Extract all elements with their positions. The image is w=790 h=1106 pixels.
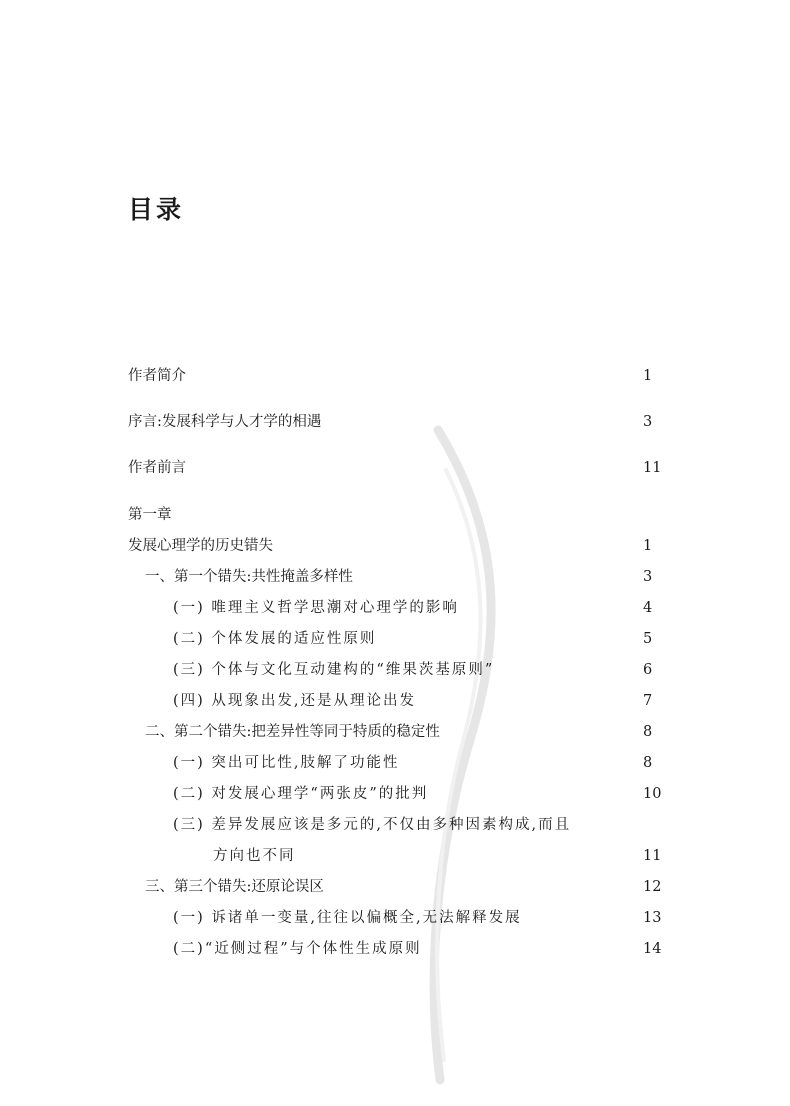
toc-entry[interactable] bbox=[128, 457, 660, 479]
toc-entry-label: 发展心理学的历史错失 bbox=[128, 538, 273, 554]
toc-entry-page: 1 bbox=[643, 368, 653, 384]
toc-entry-label: 二、第二个错失:把差异性等同于特质的稳定性 bbox=[145, 724, 440, 740]
toc-entry[interactable] bbox=[173, 907, 660, 929]
page-title: 目录 bbox=[128, 195, 185, 224]
toc-entry[interactable] bbox=[145, 566, 660, 588]
toc-entry-label: (三) 差异发展应该是多元的,不仅由多种因素构成,而且 bbox=[173, 817, 572, 833]
toc-entry[interactable] bbox=[128, 535, 660, 557]
toc-entry-label: (一) 突出可比性,肢解了功能性 bbox=[173, 755, 400, 771]
toc-entry-continuation[interactable] bbox=[213, 845, 660, 867]
toc-entry-page: 3 bbox=[643, 569, 653, 585]
toc-entry[interactable] bbox=[173, 659, 660, 681]
toc-entry-label: (三) 个体与文化互动建构的“维果茨基原则” bbox=[173, 662, 495, 678]
toc-entry[interactable] bbox=[145, 721, 660, 743]
toc-entry-page: 1 bbox=[643, 538, 653, 554]
toc-entry-label: 三、第三个错失:还原论误区 bbox=[145, 879, 324, 895]
toc-entry-page: 3 bbox=[643, 414, 653, 430]
toc-entry-page: 11 bbox=[643, 460, 662, 476]
toc-entry-label: 序言:发展科学与人才学的相遇 bbox=[128, 414, 322, 430]
toc-entry-label: (一) 唯理主义哲学思潮对心理学的影响 bbox=[173, 600, 459, 616]
toc-entry-page: 13 bbox=[643, 910, 662, 926]
toc-entry-page: 4 bbox=[643, 600, 653, 616]
toc-entry-page: 8 bbox=[643, 755, 653, 771]
toc-entry[interactable] bbox=[173, 690, 660, 712]
toc-entry-page: 7 bbox=[643, 693, 653, 709]
toc-entry-label: 一、第一个错失:共性掩盖多样性 bbox=[145, 569, 353, 585]
toc-entry-page: 12 bbox=[643, 879, 662, 895]
toc-entry[interactable] bbox=[128, 365, 660, 387]
chapter-heading bbox=[128, 504, 660, 526]
toc-entry[interactable] bbox=[173, 752, 660, 774]
toc-entry-label: (二)“近侧过程”与个体性生成原则 bbox=[173, 941, 422, 957]
toc-entry-label: (一) 诉诸单一变量,往往以偏概全,无法解释发展 bbox=[173, 910, 522, 926]
toc-entry-label: 作者简介 bbox=[128, 368, 186, 384]
toc-entry-label: (四) 从现象出发,还是从理论出发 bbox=[173, 693, 417, 709]
toc-entry[interactable] bbox=[173, 628, 660, 650]
toc-entry-label: (二) 对发展心理学“两张皮”的批判 bbox=[173, 786, 429, 802]
toc-entry[interactable] bbox=[173, 814, 660, 836]
toc-entry-label: 作者前言 bbox=[128, 460, 186, 476]
toc-entry[interactable] bbox=[173, 938, 660, 960]
toc-entry[interactable] bbox=[173, 597, 660, 619]
toc-entry-label: 方向也不同 bbox=[213, 848, 296, 864]
toc-entry-label: (二) 个体发展的适应性原则 bbox=[173, 631, 377, 647]
toc-entry-page: 10 bbox=[643, 786, 662, 802]
toc-entry-page: 6 bbox=[643, 662, 653, 678]
toc-entry[interactable] bbox=[145, 876, 660, 898]
toc-entry-page: 11 bbox=[643, 848, 662, 864]
toc-entry-page: 5 bbox=[643, 631, 653, 647]
chapter-number-label: 第一章 bbox=[128, 507, 172, 523]
toc-entry-page: 14 bbox=[643, 941, 662, 957]
toc-entry[interactable] bbox=[173, 783, 660, 805]
toc-entry[interactable] bbox=[128, 411, 660, 433]
toc-entry-page: 8 bbox=[643, 724, 653, 740]
